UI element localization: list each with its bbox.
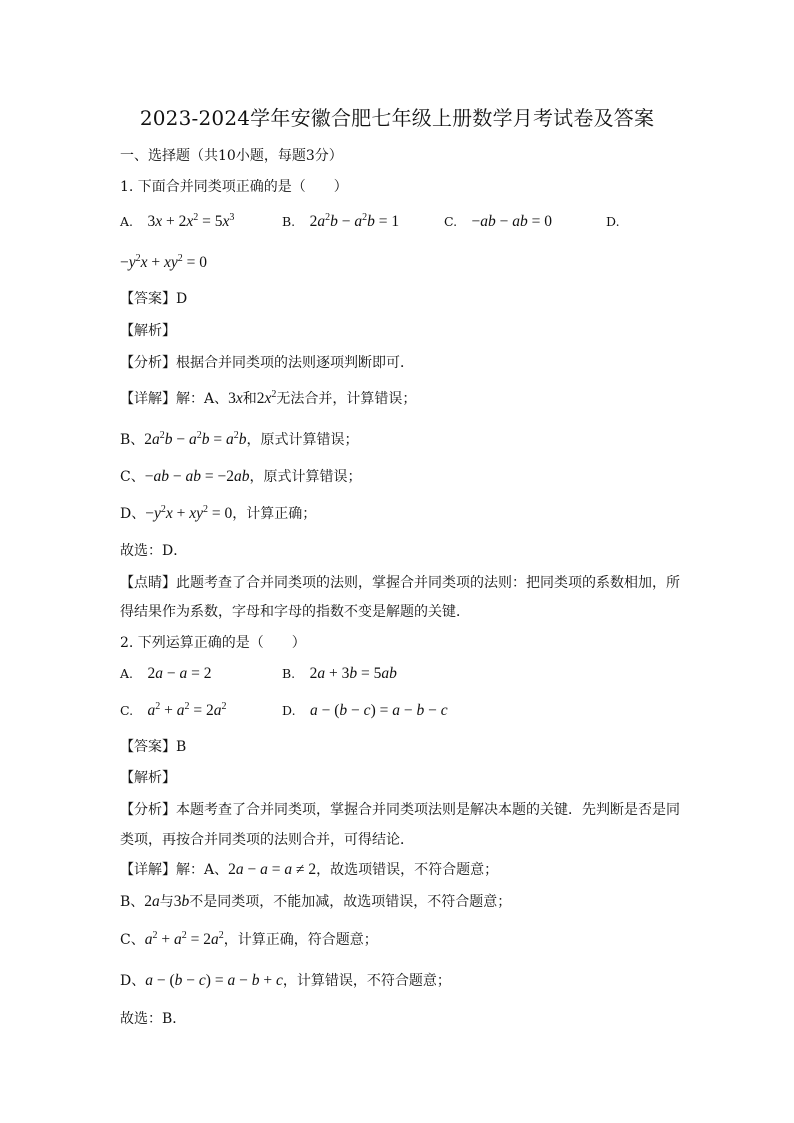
- q1-xiangjie-mid: 和: [242, 391, 257, 407]
- q2-detail-d-formula: a − (b − c) = a − b + c: [145, 972, 283, 989]
- q1-option-c: [444, 211, 552, 233]
- q1-detail-c-prefix: C、: [120, 469, 145, 485]
- q2-xiangjie-suffix: ，故选项错误，不符合题意；: [316, 862, 499, 878]
- q1-analysis-label: 【解析】: [120, 323, 176, 339]
- q1-detail-d: [120, 503, 316, 525]
- q1-xiangjie-prefix: 【详解】解：A、: [120, 391, 229, 407]
- q2-xiangjie-formula: 2a − a = a ≠ 2: [228, 861, 317, 878]
- q2-xiangjie-prefix: 【详解】解：A、: [120, 862, 229, 878]
- q1-option-d-formula: $-y^2x + xy^2 = 0$: [120, 253, 208, 271]
- q2-option-d-label: D.: [282, 703, 296, 718]
- q2-fenxi-line-1: 【分析】本题考查了合并同类项，掌握合并同类项法则是解决本题的关键．先判断是否是同: [120, 802, 680, 818]
- q1-option-b-label: B.: [282, 214, 296, 229]
- q1-option-d-label: D.: [606, 214, 620, 229]
- q1-dianjing-line-2: 得结果作为系数，字母和字母的指数不变是解题的关键．: [120, 604, 470, 620]
- q1-detail-d-prefix: D、: [120, 506, 146, 522]
- q2-detail-c: [120, 929, 378, 951]
- q2-option-c: [120, 700, 227, 722]
- q1-fenxi: 【分析】根据合并同类项的法则逐项判断即可．: [120, 355, 414, 371]
- q1-option-b: [282, 211, 399, 233]
- q2-option-b-formula: 2a + 3b = 5ab: [309, 665, 397, 682]
- question-1-stem: 1. 下面合并同类项正确的是（ ）: [120, 179, 348, 195]
- q2-detail-b-suffix: 不是同类项，不能加减，故选项错误，不符合题意；: [189, 894, 512, 910]
- section-heading: 一、选择题（共10小题，每题3分）: [120, 148, 343, 164]
- q2-option-a-label: A.: [120, 666, 134, 681]
- q1-detail-c: [120, 466, 361, 488]
- q1-option-a: [120, 211, 234, 233]
- q2-fenxi-line-2: 类项，再按合并同类项的法则合并，可得结论．: [120, 832, 414, 848]
- q1-detail-b: [120, 429, 359, 451]
- q1-answer: 【答案】D: [120, 291, 188, 307]
- q2-detail-b-mid: 与: [159, 894, 174, 910]
- q1-option-c-label: C.: [444, 214, 458, 229]
- q1-detail-d-formula: $-y^2x + xy^2 = 0$: [145, 504, 233, 522]
- q1-xiangjie-suffix: 无法合并，计算错误；: [276, 391, 417, 407]
- q2-detail-b-term-2: 3b: [173, 893, 190, 910]
- q2-option-d: [282, 700, 448, 722]
- q2-option-c-label: C.: [120, 703, 134, 718]
- q1-detail-b-formula: $2a^2b - a^2b = a^2b$: [144, 430, 247, 448]
- q2-detail-b: [120, 891, 511, 913]
- q1-option-c-formula: −ab − ab = 0: [471, 213, 553, 230]
- document-title: 2023-2024学年安徽合肥七年级上册数学月考试卷及答案: [139, 106, 655, 130]
- q2-option-b: [282, 663, 397, 685]
- q1-detail-b-suffix: ，原式计算错误；: [246, 432, 359, 448]
- q1-detail-c-suffix: ，原式计算错误；: [249, 469, 362, 485]
- q1-detail-c-formula: −ab − ab = −2ab: [144, 468, 250, 485]
- q2-detail-c-formula: $a^2 + a^2 = 2a^2$: [144, 930, 224, 948]
- q1-xiangjie: [120, 388, 416, 410]
- q1-xiangjie-term-1: 3x: [228, 390, 243, 407]
- q1-detail-d-suffix: ，计算正确；: [232, 506, 317, 522]
- q2-option-c-formula: $a^2 + a^2 = 2a^2$: [147, 701, 227, 719]
- q2-option-a: [120, 663, 211, 685]
- q2-detail-b-term-1: 2a: [144, 893, 160, 910]
- q1-xiangjie-term-2: $2x^2$: [256, 389, 277, 407]
- q1-detail-b-prefix: B、: [120, 432, 145, 448]
- q2-xiangjie: [120, 859, 498, 881]
- q2-detail-d-prefix: D、: [120, 973, 146, 989]
- q2-detail-c-suffix: ，计算正确，符合题意；: [223, 932, 378, 948]
- q2-detail-c-prefix: C、: [120, 932, 145, 948]
- q1-choose: 故选：D．: [120, 543, 188, 559]
- q2-detail-d-suffix: ，计算错误，不符合题意；: [282, 973, 451, 989]
- q1-dianjing-line-1: 【点睛】此题考查了合并同类项的法则，掌握合并同类项的法则：把同类项的系数相加，所: [120, 575, 680, 591]
- q1-option-a-label: A.: [120, 214, 134, 229]
- q2-detail-d: [120, 970, 451, 992]
- q1-option-a-formula: $3x + 2x^2 = 5x^3$: [147, 212, 235, 230]
- question-2-stem: 2. 下列运算正确的是（ ）: [120, 635, 306, 651]
- q2-choose: 故选：B．: [120, 1011, 187, 1027]
- q1-option-d: [606, 211, 630, 233]
- q2-option-d-formula: a − (b − c) = a − b − c: [310, 702, 448, 719]
- q2-detail-b-prefix: B、: [120, 894, 145, 910]
- q1-option-b-formula: $2a^2b - a^2b = 1$: [309, 212, 400, 230]
- q2-option-a-formula: 2a − a = 2: [147, 665, 212, 682]
- q2-analysis-label: 【解析】: [120, 770, 176, 786]
- q2-option-b-label: B.: [282, 666, 296, 681]
- q2-answer: 【答案】B: [120, 739, 187, 755]
